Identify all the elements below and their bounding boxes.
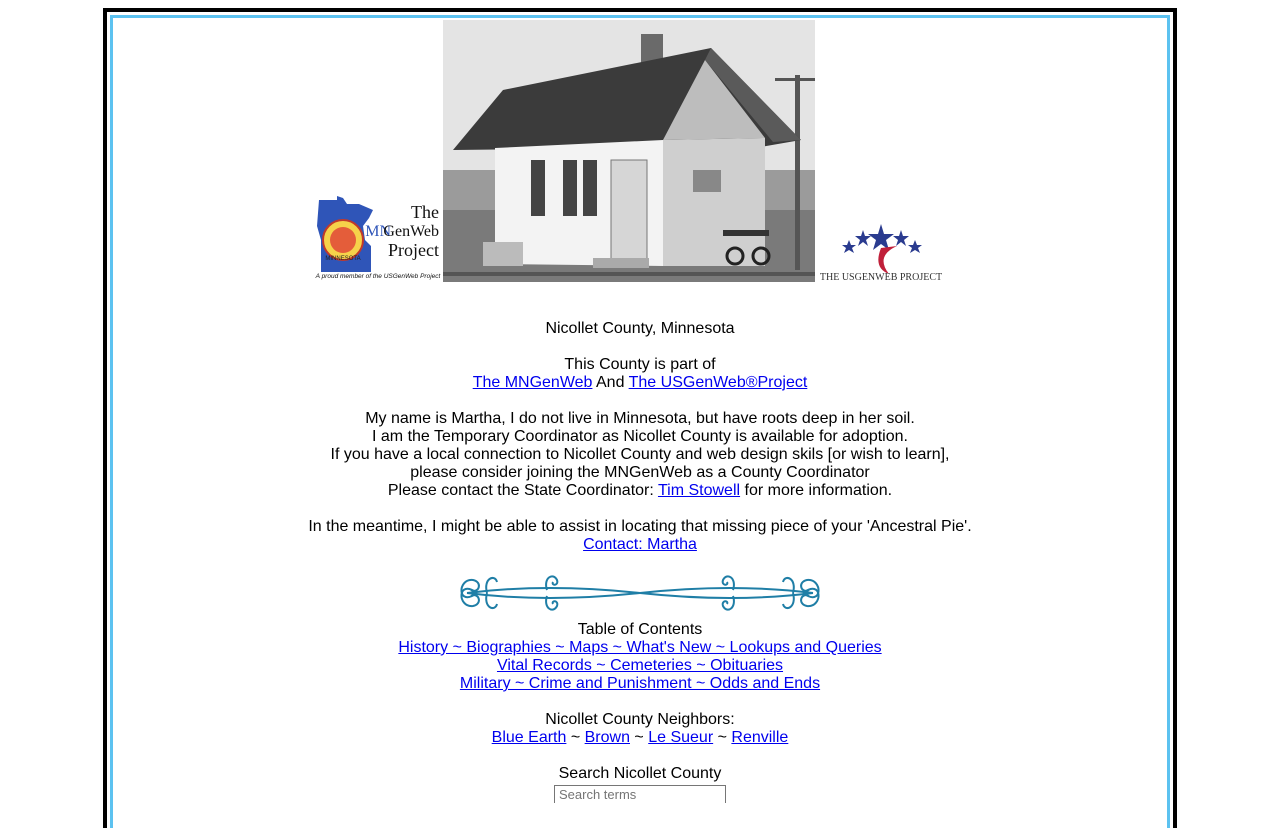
page-frame: [107, 12, 1173, 828]
neighbor-renville-link[interactable]: Renville: [731, 729, 789, 746]
message-line-2: I am the Temporary Coordinator as Nicollet County is available for adoption.: [372, 428, 908, 445]
message-line-3: If you have a local connection to Nicollet County and web design skils [or wish to learn],: [330, 446, 950, 463]
message-line-1: My name is Martha, I do not live in Minnesota, but have roots deep in her soil.: [365, 410, 915, 427]
meantime-text: In the meantime, I might be able to assist in locating that missing piece of your 'Ancestral Pie'.: [308, 518, 972, 535]
county-heading-block: [113, 320, 1167, 338]
message-line-5-pre: Please contact the State Coordinator:: [387, 482, 658, 499]
message-line-5-post: for more information.: [740, 482, 893, 499]
table-of-contents: [113, 621, 1167, 693]
mn-logo-word-the: The: [411, 202, 439, 222]
usgenweb-link[interactable]: The USGenWeb®Project: [628, 374, 808, 391]
and-text: And: [592, 374, 629, 391]
header-banner: [313, 20, 957, 282]
neighbors-title: Nicollet County Neighbors:: [545, 711, 735, 728]
neighbor-separator: ~: [713, 729, 732, 746]
neighbor-brown-link[interactable]: Brown: [584, 729, 630, 746]
page-outer-border: [103, 8, 1177, 828]
usgenweb-logo[interactable]: [815, 196, 949, 282]
toc-row-3-link[interactable]: Military ~ Crime and Punishment ~ Odds and Ends: [459, 675, 821, 692]
toc-title: Table of Contents: [577, 621, 703, 638]
page-title: Nicollet County, Minnesota: [545, 320, 735, 337]
meantime-block: [113, 518, 1167, 554]
neighbor-le-sueur-link[interactable]: Le Sueur: [648, 729, 714, 746]
mn-logo-word-mn: MN: [365, 223, 391, 240]
toc-row-1-link[interactable]: History ~ Biographies ~ Maps ~ What's New ~ Lookups and Queries: [398, 639, 882, 656]
neighbor-blue-earth-link[interactable]: Blue Earth: [491, 729, 567, 746]
search-input[interactable]: [554, 785, 726, 803]
part-of-block: [113, 356, 1167, 392]
search-block: [113, 765, 1167, 804]
mn-seal-text: MINNESOTA: [325, 256, 361, 262]
search-title: Search Nicollet County: [558, 765, 722, 782]
mn-logo-tagline: A proud member of the USGenWeb Project: [315, 273, 441, 280]
coordinator-message: [113, 410, 1167, 500]
tim-stowell-link[interactable]: Tim Stowell: [657, 482, 741, 499]
ornament-divider: [113, 568, 1167, 618]
part-of-intro: This County is part of: [564, 356, 716, 373]
mngenweb-link[interactable]: The MNGenWeb: [472, 374, 593, 391]
mn-logo-word-project: Project: [388, 240, 439, 260]
neighbor-separator: ~: [566, 729, 585, 746]
contact-martha-link[interactable]: Contact: Martha: [583, 536, 697, 553]
mn-logo-word-genweb: GenWeb: [383, 223, 439, 240]
neighbor-separator: ~: [629, 729, 649, 746]
message-line-4: please consider joining the MNGenWeb as a County Coordinator: [410, 464, 870, 481]
usgenweb-logo-text: THE USGENWEB PROJECT: [819, 272, 943, 282]
content-panel: [110, 15, 1170, 828]
toc-row-2-link[interactable]: Vital Records ~ Cemeteries ~ Obituaries: [496, 657, 784, 674]
neighbors-block: [113, 711, 1167, 747]
depot-photo: [443, 20, 815, 282]
mngenweb-logo[interactable]: [313, 196, 443, 282]
